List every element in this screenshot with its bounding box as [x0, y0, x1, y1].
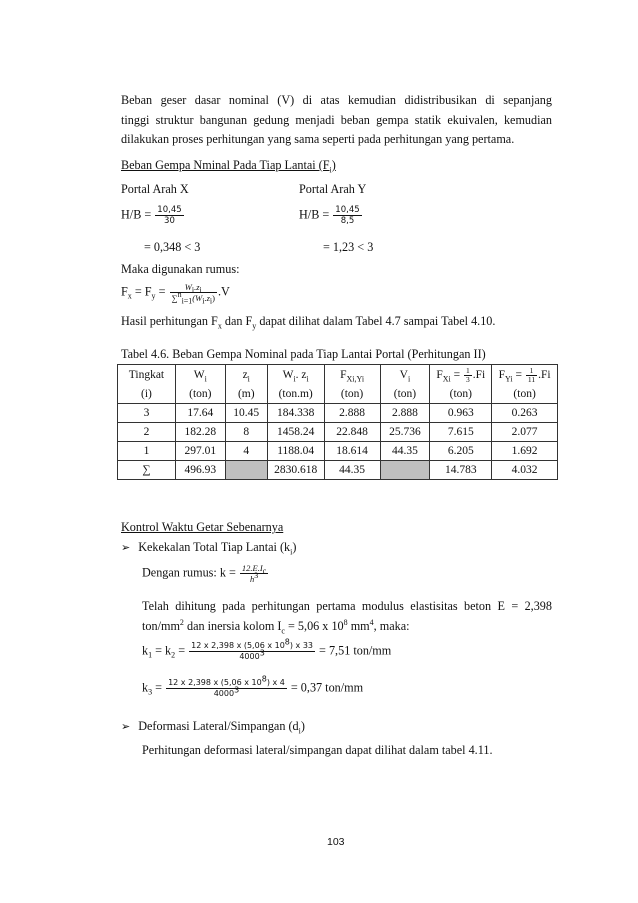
- hasil-perhitungan-text: Hasil perhitungan $F_x$ dan $F_y$ dapat dilihat dalam Tabel 4.7 sampai Tabel 4.10.: [121, 314, 496, 331]
- fx-fy-fraction: $\frac{W_i.z_i}{\sum^n_{i=1}(W_i.z_i)}$: [171, 282, 215, 306]
- empty-shaded-cell: [380, 461, 430, 480]
- portal-y-label: Portal Arah Y: [299, 182, 367, 196]
- table-caption: Tabel 4.6. Beban Gempa Nominal pada Tiap Lantai Portal (Perhitungan II): [121, 347, 486, 361]
- bullet-deformasi: ➢ Deformasi Lateral/Simpangan $(d_i)$: [121, 719, 305, 736]
- col-tingkat-header: Tingkat: [118, 365, 176, 386]
- portal-y-fraction: $\frac{10,45}{8,5}$: [335, 205, 360, 226]
- portal-x-fraction: $\frac{10,45}{30}$: [157, 205, 182, 226]
- col-vi-header: $V_i$: [380, 365, 430, 386]
- intro-paragraph: [121, 91, 552, 150]
- k3-formula: $k_3$ = $\frac{12 x 2,398 x (5,06 x 10^8) x 4}{4000^3}$ = 0,37 ton/mm: [142, 674, 364, 698]
- deformasi-text: Perhitungan deformasi lateral/simpangan dapat dilihat dalam tabel 4.11.: [142, 743, 493, 757]
- col-wizi-header: $W_i$. $z_i$: [267, 365, 324, 386]
- portal-y-hb-formula: H/B = $\frac{10,45}{8,5}$: [299, 205, 360, 226]
- k1-k2-fraction: $\frac{12 x 2,398 x (5,06 x 10^8) x 33}{4000^3}$: [191, 637, 313, 661]
- portal-x-hb-formula: H/B = $\frac{10,45}{30}$: [121, 205, 182, 226]
- table-row: 3 17.64 10.45 184.338 2.888 2.888 0.963 0.263: [118, 404, 558, 423]
- rumus-k-fraction: $\frac{12.E.I_c}{h^3}$: [241, 563, 267, 584]
- intro-line-3: dilakukan proses perhitungan yang sama seperti pada perhitungan yang pertama.: [121, 132, 515, 146]
- k3-fraction: $\frac{12 x 2,398 x (5,06 x 10^8) x 4}{4000^3}$: [168, 674, 285, 698]
- section-heading-kontrol-waktu: Kontrol Waktu Getar Sebenarnya: [121, 520, 284, 534]
- beban-gempa-table: [117, 364, 558, 480]
- section-heading-beban-gempa: Beban Gempa Nminal Pada Tiap Lantai $(F_i)$: [121, 158, 336, 175]
- col-fxi-header: $F_{Xi}$ = $\frac{1}{3}$ .Fi: [430, 365, 492, 386]
- k1-k2-formula: $k_1 = k_2$ = $\frac{12 x 2,398 x (5,06 x 10^8) x 33}{4000^3}$ = 7,51 ton/mm: [142, 637, 392, 661]
- col-fyi-header: $F_{Yi}$ = $\frac{1}{11}$ .Fi: [492, 365, 558, 386]
- arrow-bullet-icon: ➢: [121, 720, 131, 733]
- rumus-k-formula: Dengan rumus: k = $\frac{12.E.I_c}{h^3}$: [142, 563, 267, 584]
- arrow-bullet-icon: ➢: [121, 541, 131, 554]
- portal-y-result: = 1,23 < 3: [323, 240, 374, 254]
- col-fxiyi-header: $F_{Xi,Yi}$: [324, 365, 380, 386]
- page-number: 103: [327, 836, 345, 848]
- table-header-row: [118, 365, 558, 386]
- col-zi-header: $z_i$: [225, 365, 267, 386]
- modulus-paragraph: Telah dihitung pada perhitungan pertama modulus elastisitas beton E = 2,398 ton/$mm^2$ dan inersia kolom $I_c = 5,06$ x $10^8$ $mm^4$, maka:: [142, 599, 552, 635]
- table-row: 1 297.01 4 1188.04 18.614 44.35 6.205 1.692: [118, 442, 558, 461]
- rumus-intro: Maka digunakan rumus:: [121, 262, 240, 276]
- col-wi-header: $W_i$: [175, 365, 225, 386]
- fx-fy-formula: $F_x = F_y$ = $\frac{W_i.z_i}{\sum^n_{i=1}(W_i.z_i)}$ .V: [121, 282, 230, 306]
- bullet-kekekalan: ➢ Kekekalan Total Tiap Lantai $(k_i)$: [121, 540, 297, 557]
- portal-x-result: = 0,348 < 3: [144, 240, 201, 254]
- table-units-row: (i) (ton) (m) (ton.m) (ton) (ton) (ton) (ton): [118, 385, 558, 404]
- intro-line-1: Beban geser dasar nominal (V) di atas kemudian didistribusikan di sepanjang: [121, 93, 552, 107]
- empty-shaded-cell: [225, 461, 267, 480]
- intro-line-2: tinggi struktur bangunan gedung menjadi beban gempa statik ekuivalen, kemudian: [121, 112, 552, 127]
- table-row: 2 182.28 8 1458.24 22.848 25.736 7.615 2.077: [118, 423, 558, 442]
- table-total-row: ∑ 496.93 2830.618 44.35 14.783 4.032: [118, 461, 558, 480]
- portal-x-label: Portal Arah X: [121, 182, 189, 196]
